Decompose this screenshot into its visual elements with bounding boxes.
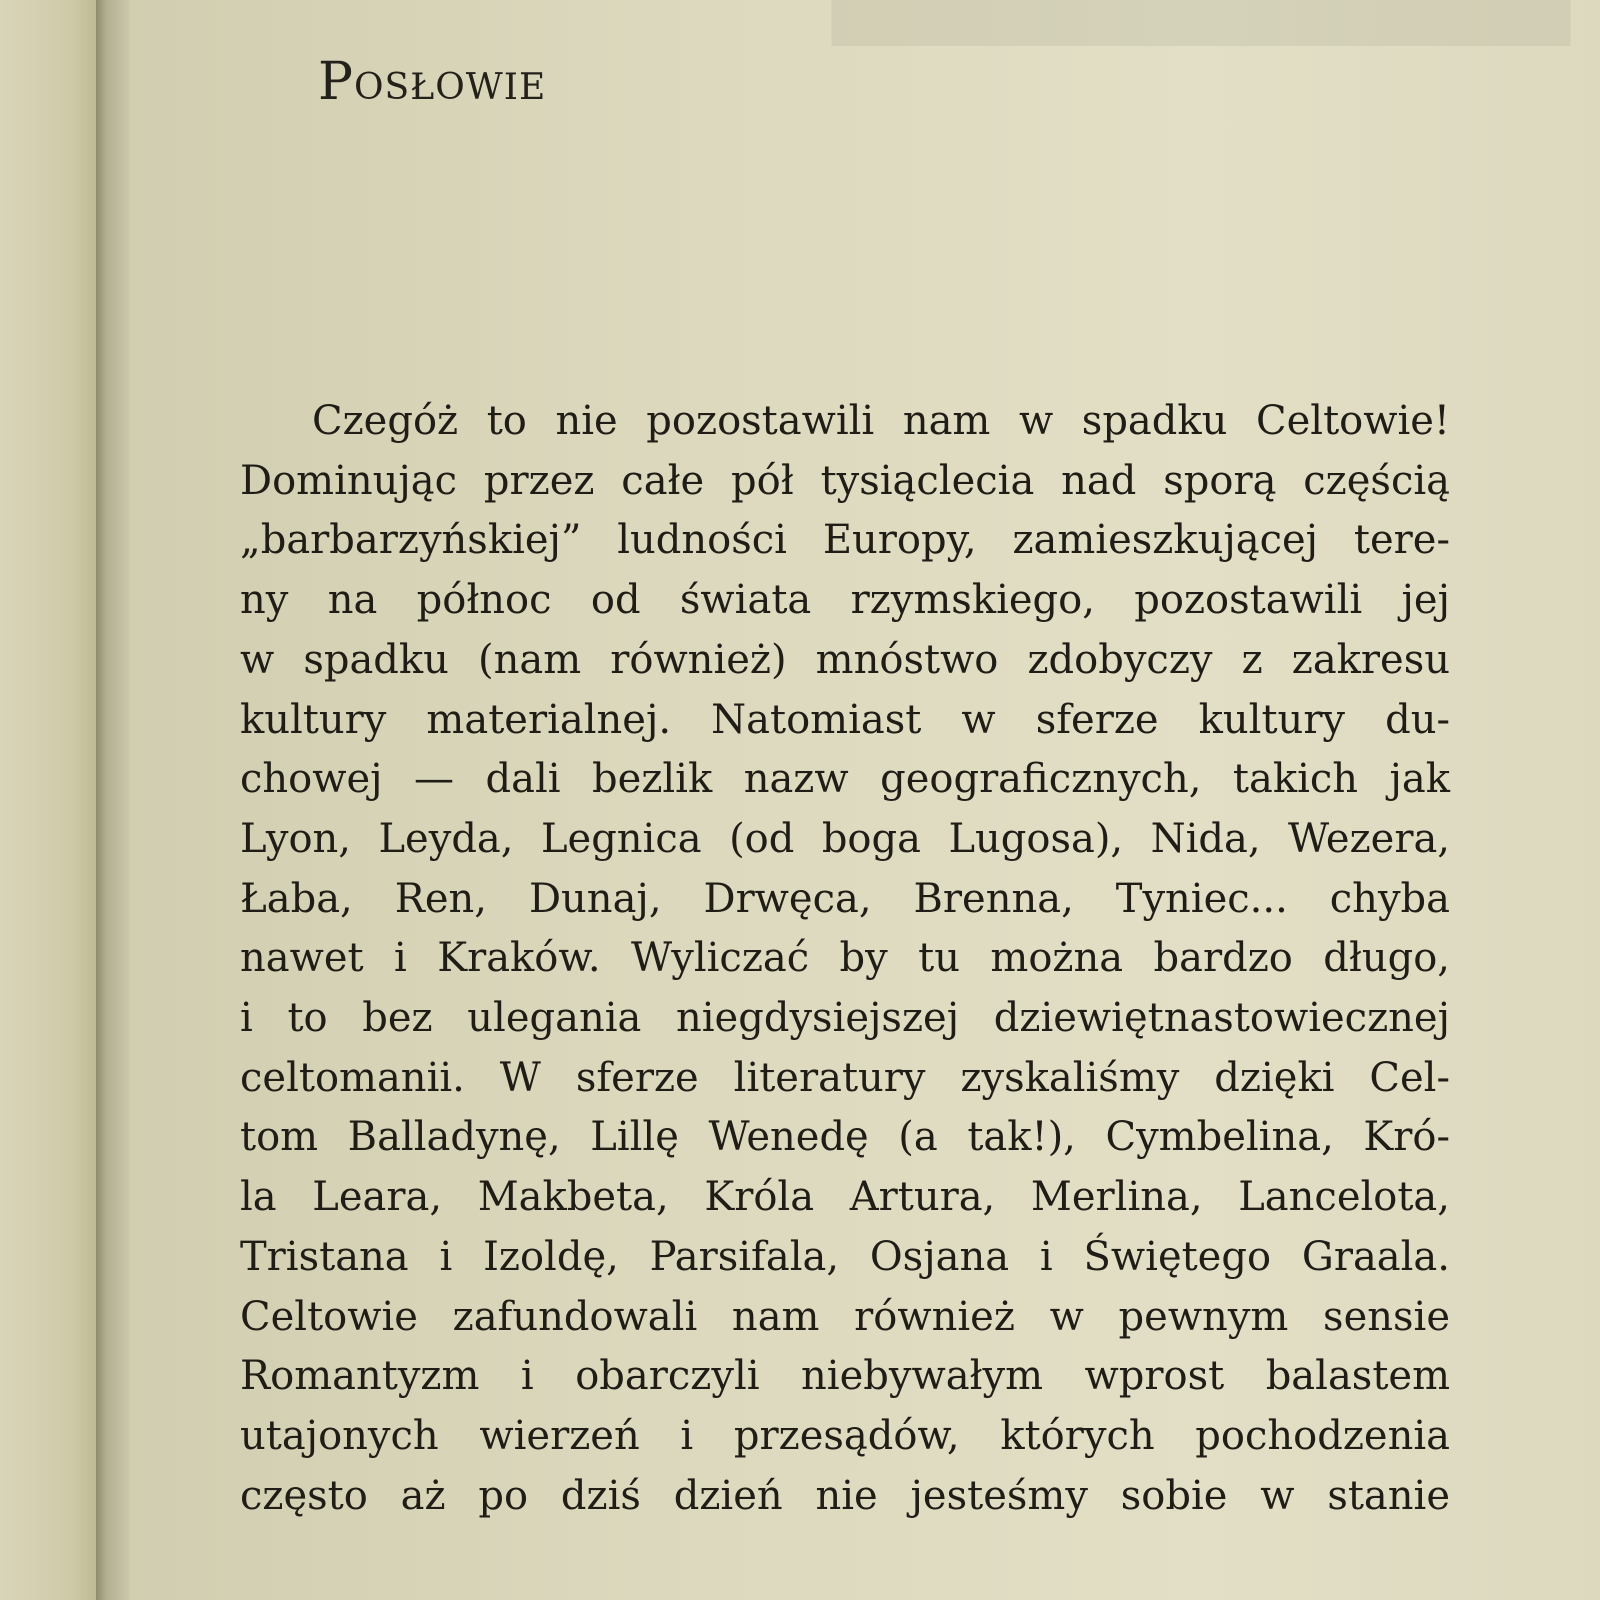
text-line: utajonych wierzeń i przesądów, których pochodzenia	[240, 1412, 1450, 1459]
text-line: nawet i Kraków. Wyliczać by tu można bardzo długo,	[240, 935, 1450, 982]
body-text	[240, 392, 1450, 1526]
text-line: chowej — dali bezlik nazw geograficznych, takich jak	[240, 756, 1450, 803]
text-line: Lyon, Leyda, Legnica (od boga Lugosa), Nida, Wezera,	[240, 815, 1450, 862]
text-line: Tristana i Izoldę, Parsifala, Osjana i Świętego Graala.	[240, 1233, 1450, 1280]
text-line: i to bez ulegania niegdysiejszej dziewiętnastowiecznej	[240, 995, 1450, 1042]
text-line: kultury materialnej. Natomiast w sferze kultury du-	[240, 696, 1450, 743]
text-line: Celtowie zafundowali nam również w pewnym sensie	[240, 1293, 1450, 1340]
text-line: Czegóż to nie pozostawili nam w spadku Celtowie!	[312, 398, 1450, 444]
text-line: w spadku (nam również) mnóstwo zdobyczy z zakresu	[240, 636, 1450, 683]
text-line: „barbarzyńskiej” ludności Europy, zamieszkującej tere-	[240, 517, 1450, 564]
text-line: Romantyzm i obarczyli niebywałym wprost balastem	[240, 1353, 1450, 1400]
page-title: Posłowie	[318, 52, 547, 112]
text-line: tom Balladynę, Lillę Wenedę (a tak!), Cymbelina, Kró-	[240, 1114, 1450, 1161]
text-line: ny na północ od świata rzymskiego, pozostawili jej	[240, 577, 1450, 624]
text-line: Dominując przez całe pół tysiąclecia nad sporą częścią	[240, 457, 1450, 504]
left-page-edge	[0, 0, 100, 1600]
text-line: celtomanii. W sferze literatury zyskaliśmy dzięki Cel-	[240, 1054, 1450, 1101]
text-line: często aż po dziś dzień nie jesteśmy sobie w stanie	[240, 1472, 1450, 1519]
book-gutter	[96, 0, 130, 1600]
text-line: Łaba, Ren, Dunaj, Drwęca, Brenna, Tyniec... chyba	[240, 875, 1450, 922]
text-line: la Leara, Makbeta, Króla Artura, Merlina, Lancelota,	[240, 1174, 1450, 1221]
bleed-through-shadow: ████████████████████████	[831, 0, 1570, 46]
